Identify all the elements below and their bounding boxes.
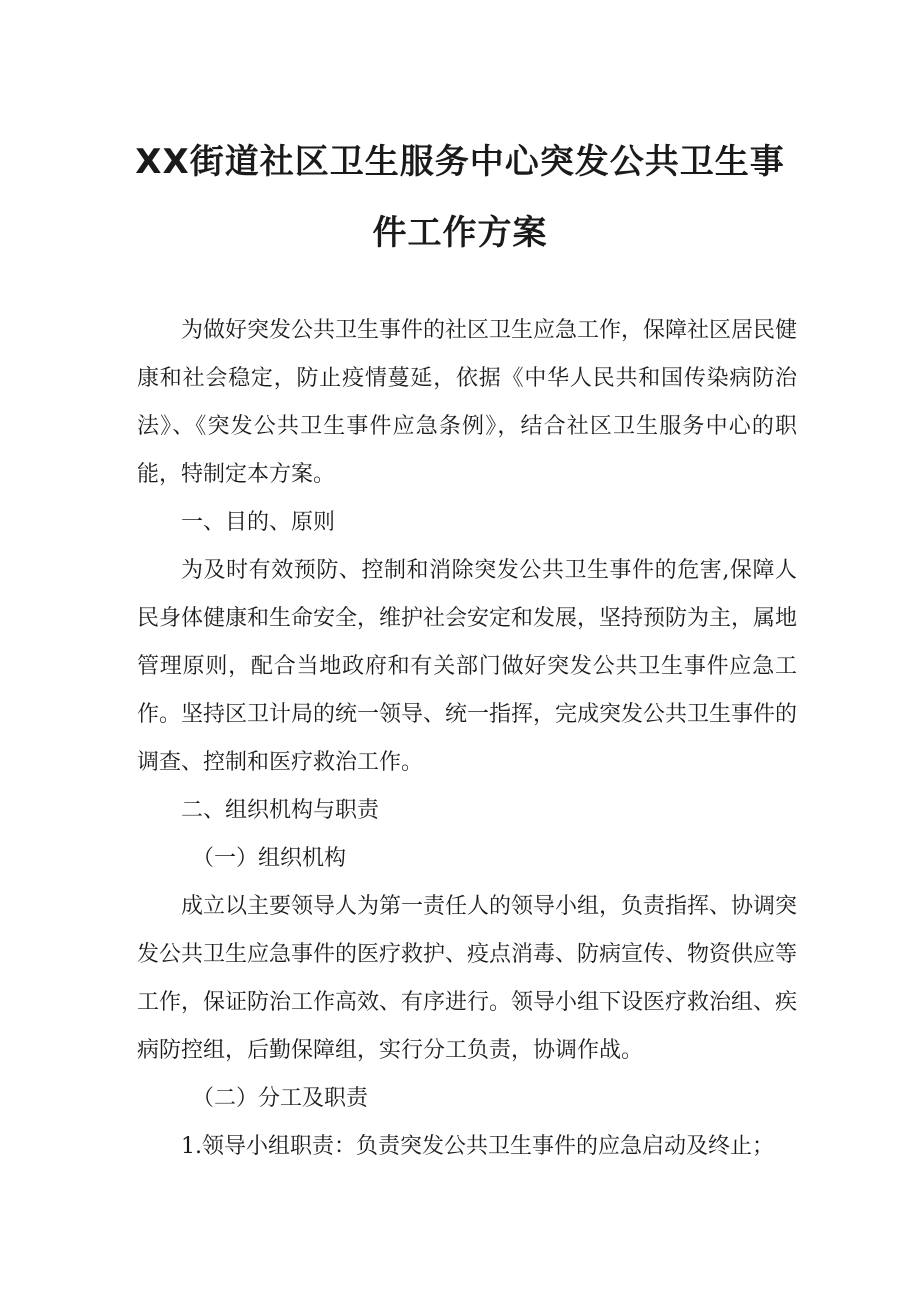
section-1-heading: 一、目的、原则 (181, 510, 336, 535)
section-1-paragraph: 为及时有效预防、控制和消除突发公共卫生事件的危害,保障人民身体健康和生命安全，维护社会安定和发展，坚持预防为主，属地管理原则，配合当地政府和有关部门做好突发公共卫生事件应急工作。坚持区卫计局的统一领导、统一指挥，完成突发公共卫生事件的调查、控制和医疗救治工作。 (137, 558, 798, 775)
section-2-1-paragraph: 成立以主要领导人为第一责任人的领导小组，负责指挥、协调突发公共卫生应急事件的医疗救护、疫点消毒、防病宣传、物资供应等工作，保证防治工作高效、有序进行。领导小组下设医疗救治组、疾病防控组，后勤保障组，实行分工负责，协调作战。 (137, 894, 798, 1063)
document-title-line-2: 件工作方案 (372, 213, 548, 253)
section-2-2-heading: （二）分工及职责 (192, 1086, 369, 1111)
document-title-line-1: XX街道社区卫生服务中心突发公共卫生事 (135, 142, 785, 182)
section-2-1-heading: （一）组织机构 (192, 846, 347, 871)
section-2-2-item-1: 1.领导小组职责：负责突发公共卫生事件的应急启动及终止； (181, 1134, 774, 1159)
document-body (137, 307, 797, 1171)
section-2-heading: 二、组织机构与职责 (181, 798, 380, 823)
intro-paragraph: 为做好突发公共卫生事件的社区卫生应急工作，保障社区居民健康和社会稳定，防止疫情蔓延，依据《中华人民共和国传染病防治法》、《突发公共卫生事件应急条例》，结合社区卫生服务中心的职能，特制定本方案。 (137, 318, 798, 487)
